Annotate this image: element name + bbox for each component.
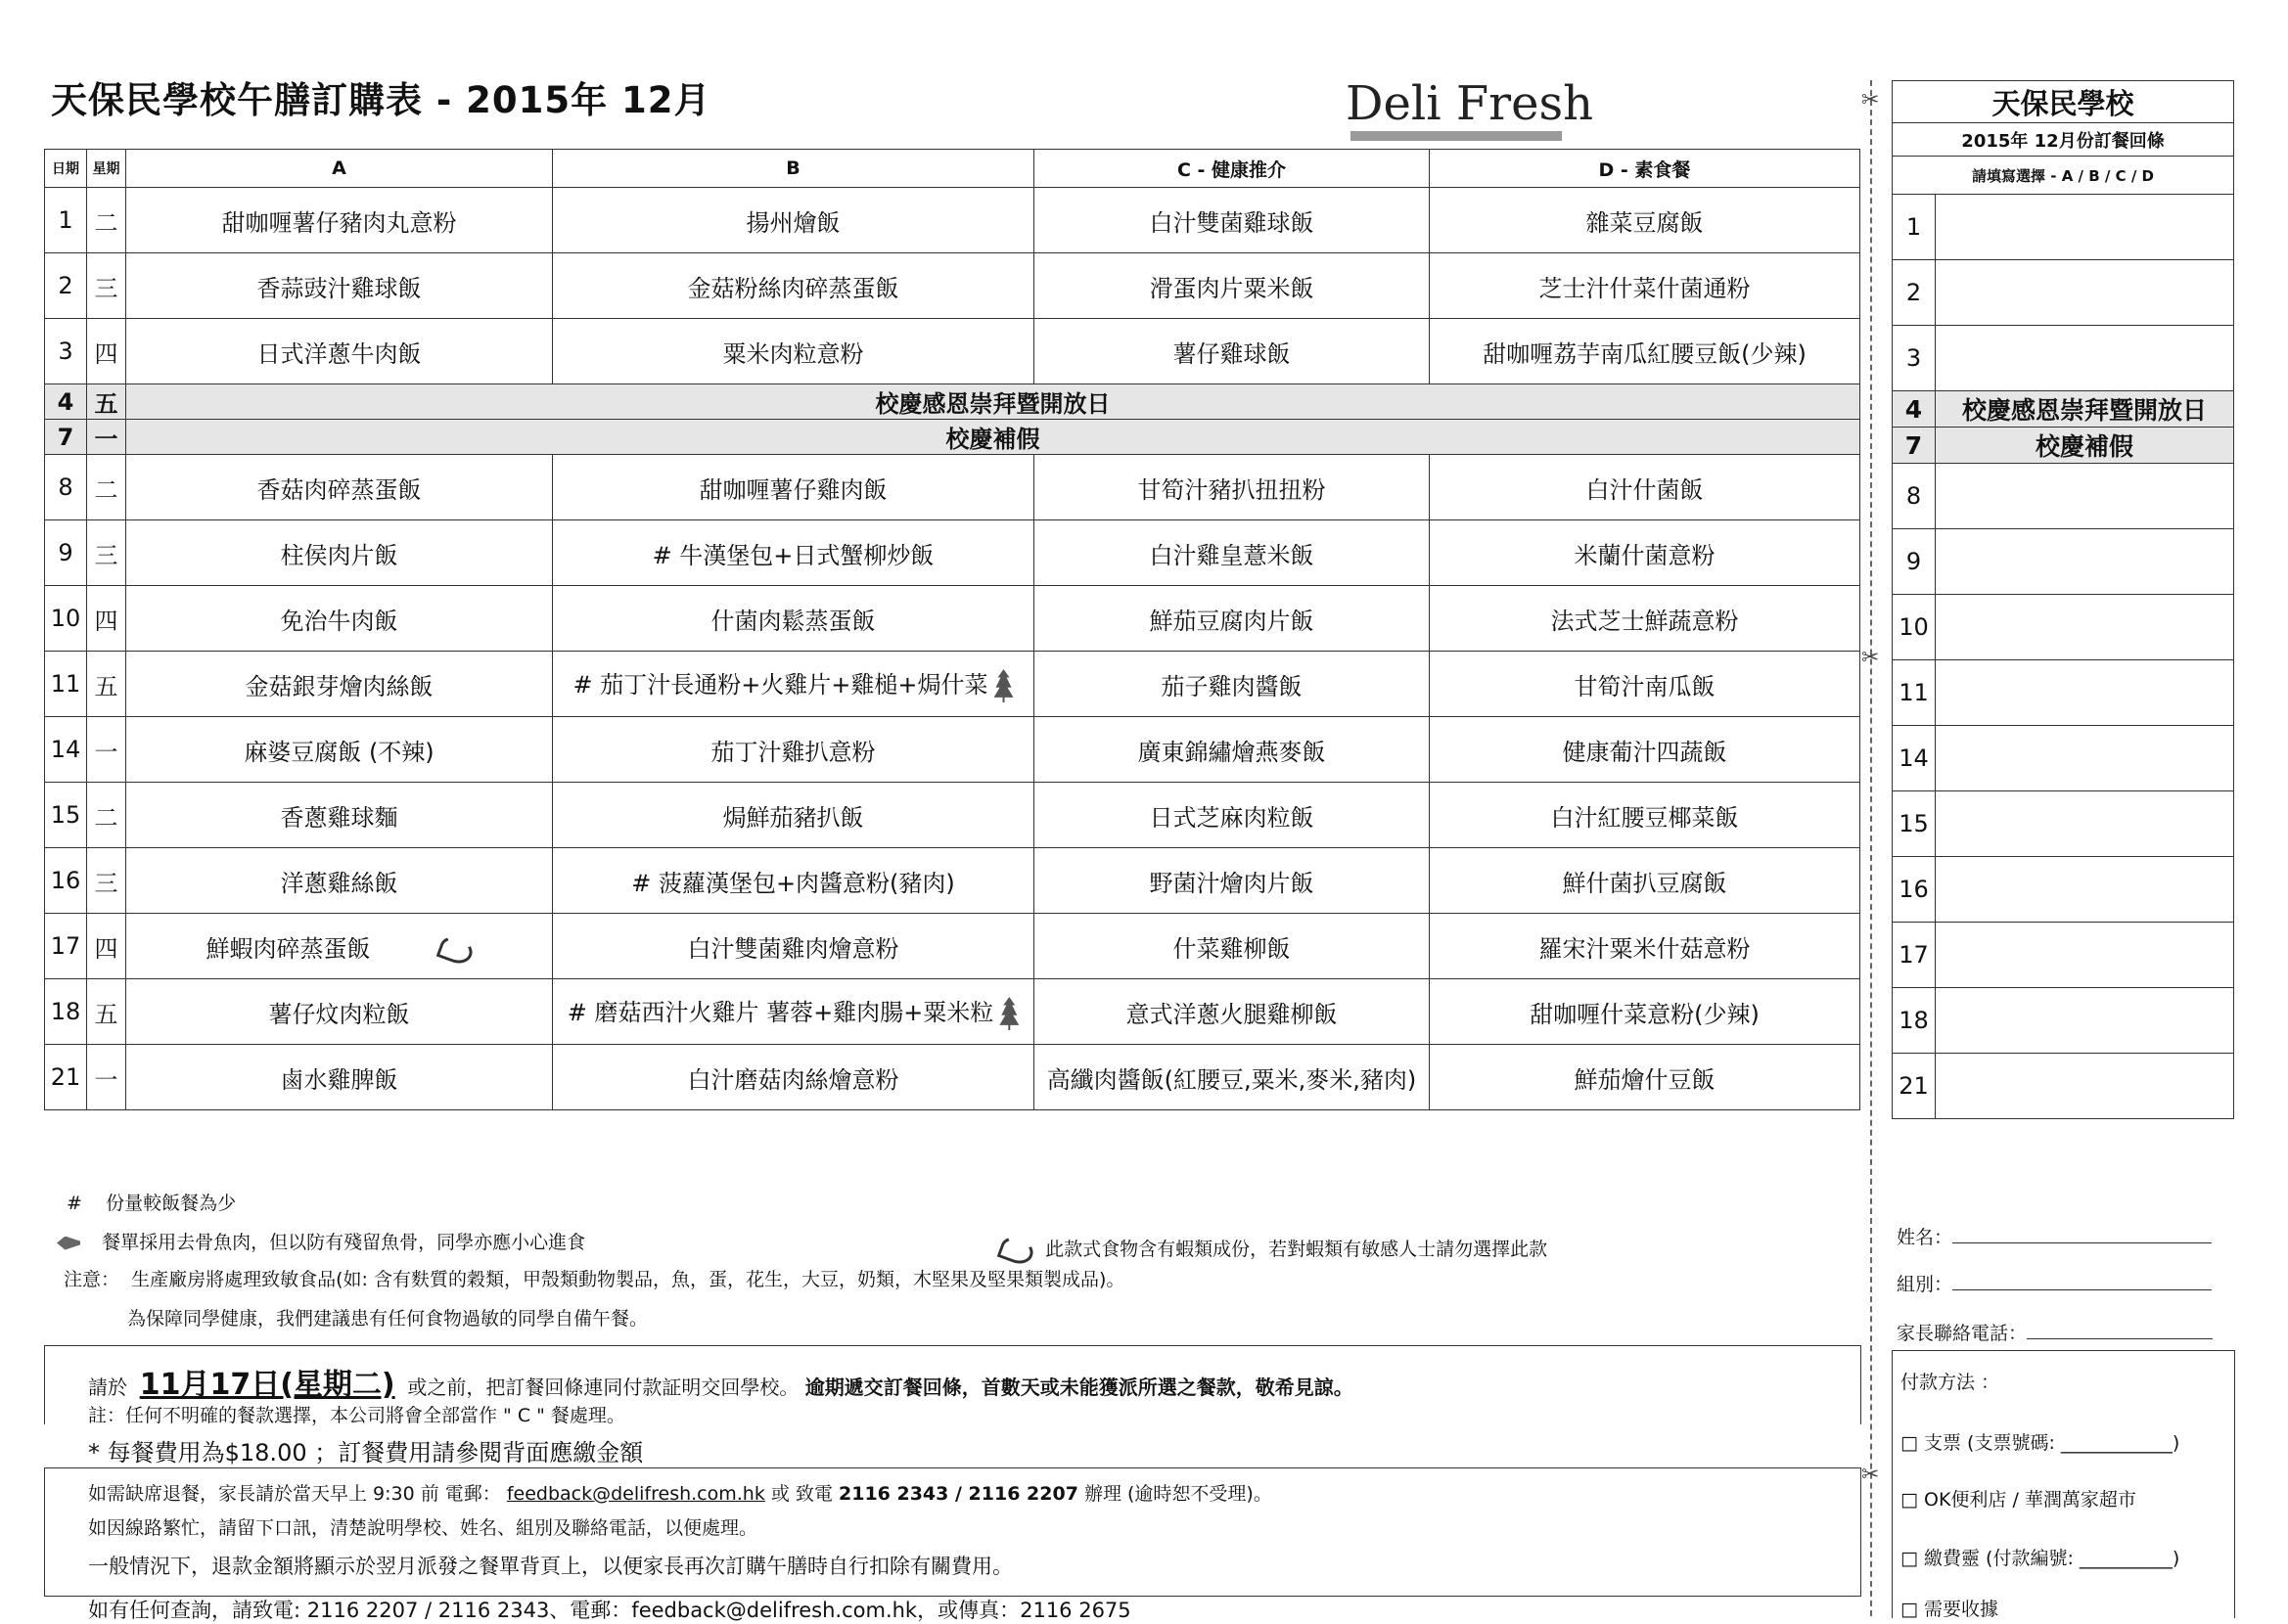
payment-label: 付款方法 ：	[1900, 1372, 2000, 1393]
slip-row	[1893, 791, 2234, 857]
slip-date: 15	[1893, 791, 1936, 857]
meal-b-text: 白汁雙菌雞肉燴意粉	[687, 934, 899, 963]
deadline-date: 11月17日(星期二)	[139, 1368, 395, 1402]
meal-c	[1034, 1045, 1430, 1110]
table-row	[45, 848, 1860, 914]
meal-d-text: 甜咖喱什菜意粉(少辣)	[1530, 1000, 1760, 1028]
deadline-pre: 請於	[88, 1376, 127, 1399]
meal-a-text: 鮮蝦肉碎蒸蛋飯	[206, 934, 371, 963]
meal-a	[126, 783, 553, 848]
slip-row	[1893, 857, 2234, 923]
header-c: C - 健康推介	[1034, 150, 1430, 188]
row-day: 三	[87, 520, 126, 586]
meal-b-text: 甜咖喱薯仔雞肉飯	[699, 475, 888, 504]
row-date: 3	[45, 319, 87, 384]
meal-c	[1034, 783, 1430, 848]
refund-line-3: 一般情況下，退款金額將顯示於翌月派發之餐單背頁上，以便家長再次訂購午膳時自行扣除有關費用。	[88, 1555, 1013, 1578]
slip-choice-input[interactable]	[1936, 260, 2234, 326]
meal-d	[1430, 979, 1860, 1045]
slip-choice-input[interactable]	[1936, 326, 2234, 391]
meal-d	[1430, 1045, 1860, 1110]
slip-choice-input[interactable]	[1936, 464, 2234, 529]
holiday-cell: 校慶感恩崇拜暨開放日	[126, 384, 1860, 420]
meal-b-text: 焗鮮茄豬扒飯	[722, 803, 864, 832]
fish-icon	[999, 997, 1019, 1030]
deadline-remark: 註：任何不明確的餐款選擇，本公司將會全部當作 " C " 餐處理。	[88, 1405, 625, 1426]
meal-d	[1430, 652, 1860, 717]
slip-holiday: 校慶補假	[1936, 428, 2234, 464]
slip-date: 8	[1893, 464, 1936, 529]
meal-c-text: 廣東錦繡燴燕麥飯	[1137, 738, 1326, 766]
refund-pre: 如需缺席退餐，家長請於當天早上 9:30 前 電郵：	[88, 1483, 501, 1505]
meal-a	[126, 520, 553, 586]
meal-c	[1034, 914, 1430, 979]
meal-b	[553, 717, 1034, 783]
meal-d-text: 法式芝士鮮蔬意粉	[1550, 607, 1739, 635]
meal-c	[1034, 520, 1430, 586]
slip-row	[1893, 988, 2234, 1054]
meal-c-text: 鮮茄豆腐肉片飯	[1149, 607, 1314, 635]
deadline-line	[88, 1360, 1353, 1403]
row-date: 10	[45, 586, 87, 652]
meal-d	[1430, 520, 1860, 586]
header-a: A	[126, 150, 553, 188]
row-date: 2	[45, 253, 87, 319]
slip-row	[1893, 529, 2234, 595]
row-date: 9	[45, 520, 87, 586]
row-date: 4	[45, 384, 87, 420]
meal-a-text: 金菇銀芽燴肉絲飯	[245, 672, 434, 700]
attention-text-2: 為保障同學健康，我們建議患有任何食物過敏的同學自備午餐。	[127, 1308, 649, 1330]
refund-line-2: 如因線路繁忙，請留下口訊，清楚說明學校、姓名、組別及聯絡電話，以便處理。	[88, 1517, 758, 1539]
slip-date: 14	[1893, 726, 1936, 791]
group-label: 組別：	[1897, 1274, 1953, 1295]
meal-d	[1430, 253, 1860, 319]
note-hash-text: 份量較飯餐為少	[106, 1193, 237, 1214]
row-day: 四	[87, 586, 126, 652]
table-row	[45, 1045, 1860, 1110]
table-row	[45, 188, 1860, 253]
table-row	[45, 253, 1860, 319]
meal-a-text: 香蒜豉汁雞球飯	[256, 274, 422, 302]
table-row	[45, 384, 1860, 420]
price-note: * 每餐費用為$18.00 ；訂餐費用請參閱背面應繳金額	[88, 1439, 644, 1466]
row-day: 二	[87, 188, 126, 253]
brand-logo: Deli Fresh	[1346, 76, 1594, 131]
meal-a-text: 香菇肉碎蒸蛋飯	[256, 475, 422, 504]
meal-c-text: 野菌汁燴肉片飯	[1149, 869, 1314, 897]
name-label: 姓名：	[1897, 1227, 1953, 1248]
name-field[interactable]	[1897, 1223, 2212, 1249]
scissors-icon: ✂	[1861, 88, 1880, 113]
meal-c-text: 白汁雞皇薏米飯	[1149, 541, 1314, 569]
meal-c-text: 高纖肉醬飯(紅腰豆,粟米,麥米,豬肉)	[1046, 1065, 1417, 1094]
meal-d-text: 羅宋汁粟米什菇意粉	[1538, 934, 1751, 963]
reply-slip-table	[1892, 80, 2234, 1119]
meal-d	[1430, 319, 1860, 384]
slip-date: 18	[1893, 988, 1936, 1054]
meal-d-text: 鮮什菌扒豆腐飯	[1562, 869, 1727, 897]
shrimp-icon	[435, 931, 476, 967]
meal-c	[1034, 319, 1430, 384]
meal-a	[126, 188, 553, 253]
deadline-warning: 逾期遞交訂餐回條，首數天或未能獲派所選之餐款，敬希見諒。	[804, 1376, 1353, 1399]
meal-a	[126, 455, 553, 520]
meal-b-text: # 磨菇西汁火雞片 薯蓉+雞肉腸+粟米粒	[567, 999, 994, 1026]
meal-b	[553, 586, 1034, 652]
meal-a-text: 鹵水雞脾飯	[280, 1065, 398, 1094]
meal-a-text: 麻婆豆腐飯 (不辣)	[244, 738, 435, 766]
meal-c-text: 白汁雙菌雞球飯	[1149, 208, 1314, 237]
meal-c	[1034, 455, 1430, 520]
meal-a	[126, 914, 553, 979]
note-shrimp	[1000, 1235, 1547, 1263]
meal-c	[1034, 652, 1430, 717]
shrimp-icon	[997, 1232, 1037, 1267]
meal-c	[1034, 717, 1430, 783]
header-date: 日期	[45, 150, 87, 188]
meal-d-text: 米蘭什菌意粉	[1574, 541, 1716, 569]
slip-row	[1893, 391, 2234, 428]
slip-choice-input[interactable]	[1936, 529, 2234, 595]
meal-c	[1034, 848, 1430, 914]
slip-row	[1893, 326, 2234, 391]
row-date: 21	[45, 1045, 87, 1110]
table-row	[45, 420, 1860, 455]
slip-row	[1893, 660, 2234, 726]
row-day: 四	[87, 914, 126, 979]
phone-field[interactable]	[1897, 1319, 2213, 1345]
row-date: 16	[45, 848, 87, 914]
row-day: 一	[87, 1045, 126, 1110]
slip-row	[1893, 595, 2234, 660]
row-date: 17	[45, 914, 87, 979]
meal-d-text: 白汁什菌飯	[1585, 475, 1704, 504]
slip-date: 21	[1893, 1054, 1936, 1119]
meal-d-text: 甘筍汁南瓜飯	[1574, 672, 1716, 700]
refund-line-1	[88, 1479, 1272, 1506]
slip-date: 7	[1893, 428, 1936, 464]
table-row	[45, 914, 1860, 979]
meal-d	[1430, 717, 1860, 783]
meal-d-text: 芝士汁什菜什菌通粉	[1538, 274, 1751, 302]
fish-icon	[994, 669, 1014, 702]
meal-b-text: 茄丁汁雞扒意粉	[710, 738, 876, 766]
slip-date: 2	[1893, 260, 1936, 326]
slip-choice-input[interactable]	[1936, 923, 2234, 988]
slip-date: 16	[1893, 857, 1936, 923]
meal-b-text: # 菠蘿漢堡包+肉醬意粉(豬肉)	[631, 869, 955, 897]
meal-a	[126, 319, 553, 384]
row-day: 二	[87, 455, 126, 520]
meal-b	[553, 455, 1034, 520]
slip-choice-input[interactable]	[1936, 791, 2234, 857]
page-title: 天保民學校午膳訂購表 - 2015年 12月	[51, 79, 711, 121]
meal-a	[126, 979, 553, 1045]
meal-a-text: 薯仔炆肉粒飯	[268, 1000, 410, 1028]
table-row	[45, 652, 1860, 717]
slip-choice-input[interactable]	[1936, 595, 2234, 660]
meal-a-text: 柱侯肉片飯	[280, 541, 398, 569]
slip-date: 10	[1893, 595, 1936, 660]
payment-option-cheque[interactable]: □ 支票 (支票號碼: ____________)	[1900, 1432, 2180, 1454]
slip-row	[1893, 464, 2234, 529]
group-field[interactable]	[1897, 1270, 2212, 1296]
note-attention	[64, 1265, 1124, 1291]
scissors-icon: ✂	[1861, 1463, 1880, 1487]
table-header	[45, 150, 1860, 188]
refund-phones: 2116 2343 / 2116 2207	[839, 1483, 1078, 1505]
meal-c	[1034, 586, 1430, 652]
row-date: 11	[45, 652, 87, 717]
meal-c-text: 意式洋蔥火腿雞柳飯	[1125, 1000, 1338, 1028]
slip-date: 4	[1893, 391, 1936, 428]
meal-d	[1430, 848, 1860, 914]
meal-a	[126, 1045, 553, 1110]
slip-row	[1893, 923, 2234, 988]
meal-a-text: 日式洋蔥牛肉飯	[256, 339, 422, 368]
meal-b	[553, 1045, 1034, 1110]
row-day: 五	[87, 652, 126, 717]
slip-choice-input[interactable]	[1936, 1054, 2234, 1119]
meal-d	[1430, 586, 1860, 652]
fish-icon	[57, 1237, 90, 1250]
meal-b-text: 揚州燴飯	[746, 208, 841, 237]
meal-b	[553, 979, 1034, 1045]
brand-underline	[1350, 131, 1562, 141]
payment-option-pps[interactable]: □ 繳費靈 (付款編號: __________)	[1900, 1548, 2180, 1569]
slip-row	[1893, 1054, 2234, 1119]
slip-month: 2015年 12月份訂餐回條	[1893, 123, 2234, 157]
meal-b	[553, 253, 1034, 319]
meal-d	[1430, 455, 1860, 520]
row-day: 五	[87, 979, 126, 1045]
hash-symbol: #	[67, 1193, 82, 1214]
note-fish	[57, 1228, 585, 1254]
meal-b-text: # 茄丁汁長通粉+火雞片+雞槌+焗什菜	[572, 671, 988, 699]
slip-choice-input[interactable]	[1936, 988, 2234, 1054]
meal-c-text: 甘筍汁豬扒扭扭粉	[1137, 475, 1326, 504]
meal-d	[1430, 783, 1860, 848]
row-day: 二	[87, 783, 126, 848]
meal-c	[1034, 188, 1430, 253]
meal-a	[126, 848, 553, 914]
contact-line: 如有任何查詢，請致電: 2116 2207 / 2116 2343、電郵：feedback@delifresh.com.hk，或傳真：2116 2675	[88, 1599, 1131, 1622]
meal-c-text: 日式芝麻肉粒飯	[1149, 803, 1314, 832]
row-date: 1	[45, 188, 87, 253]
slip-date: 11	[1893, 660, 1936, 726]
row-date: 15	[45, 783, 87, 848]
refund-post: 辦理 (逾時恕不受理)。	[1083, 1483, 1272, 1505]
meal-a-text: 免治牛肉飯	[280, 607, 398, 635]
slip-choice-input[interactable]	[1936, 660, 2234, 726]
header-d: D - 素食餐	[1430, 150, 1860, 188]
slip-instruction: 請填寫選擇 - A / B / C / D	[1893, 157, 2234, 195]
table-row	[45, 455, 1860, 520]
meal-b	[553, 188, 1034, 253]
deadline-post: 或之前，把訂餐回條連同付款証明交回學校。	[407, 1376, 800, 1399]
slip-date: 17	[1893, 923, 1936, 988]
meal-a-text: 甜咖喱薯仔豬肉丸意粉	[221, 208, 457, 237]
meal-a-text: 香蔥雞球麵	[280, 803, 398, 832]
cut-line	[1870, 80, 1872, 1616]
slip-choice-input[interactable]	[1936, 195, 2234, 260]
table-row	[45, 717, 1860, 783]
row-day: 三	[87, 848, 126, 914]
slip-date: 1	[1893, 195, 1936, 260]
header-b: B	[553, 150, 1034, 188]
slip-date: 3	[1893, 326, 1936, 391]
meal-c-text: 滑蛋肉片粟米飯	[1149, 274, 1314, 302]
slip-date: 9	[1893, 529, 1936, 595]
meal-d-text: 健康葡汁四蔬飯	[1562, 738, 1727, 766]
note-shrimp-text: 此款式食物含有蝦類成份，若對蝦類有敏感人士請勿選擇此款	[1045, 1239, 1548, 1260]
holiday-cell: 校慶補假	[126, 420, 1860, 455]
table-row	[45, 979, 1860, 1045]
meal-b	[553, 520, 1034, 586]
meal-b-text: # 牛漢堡包+日式蟹柳炒飯	[652, 541, 935, 569]
row-day: 一	[87, 420, 126, 455]
slip-row	[1893, 428, 2234, 464]
attention-text-1: 生產廠房將處理致敏食品(如: 含有麩質的穀類，甲殼類動物製品，魚，蛋，花生，大豆，奶類，木堅果及堅果類製成品)。	[131, 1269, 1125, 1290]
meal-a-text: 洋蔥雞絲飯	[280, 869, 398, 897]
slip-school: 天保民學校	[1893, 81, 2234, 123]
slip-row	[1893, 260, 2234, 326]
meal-b	[553, 783, 1034, 848]
table-row	[45, 586, 1860, 652]
meal-b	[553, 652, 1034, 717]
refund-email-link[interactable]: feedback@delifresh.com.hk	[506, 1483, 765, 1505]
table-row	[45, 783, 1860, 848]
meal-d-text: 鮮茄燴什豆飯	[1574, 1065, 1716, 1094]
meal-c	[1034, 253, 1430, 319]
row-day: 四	[87, 319, 126, 384]
meal-b-text: 粟米肉粒意粉	[722, 339, 864, 368]
meal-d-text: 白汁紅腰豆椰菜飯	[1550, 803, 1739, 832]
slip-holiday: 校慶感恩崇拜暨開放日	[1936, 391, 2234, 428]
attention-label: 注意：	[64, 1269, 120, 1290]
slip-choice-input[interactable]	[1936, 857, 2234, 923]
row-date: 8	[45, 455, 87, 520]
row-day: 一	[87, 717, 126, 783]
meal-b-text: 金菇粉絲肉碎蒸蛋飯	[687, 274, 899, 302]
row-date: 7	[45, 420, 87, 455]
meal-d	[1430, 188, 1860, 253]
meal-b	[553, 319, 1034, 384]
header-day: 星期	[87, 150, 126, 188]
note-hash	[67, 1189, 236, 1215]
meal-c-text: 什菜雞柳飯	[1172, 934, 1291, 963]
slip-choice-input[interactable]	[1936, 726, 2234, 791]
meal-b-text: 白汁磨菇肉絲燴意粉	[687, 1065, 899, 1094]
row-date: 18	[45, 979, 87, 1045]
table-row	[45, 319, 1860, 384]
phone-label: 家長聯絡電話：	[1897, 1323, 2028, 1344]
meal-a	[126, 717, 553, 783]
meal-a	[126, 253, 553, 319]
payment-option-ok[interactable]: □ OK便利店 / 華潤萬家超市	[1900, 1489, 2136, 1511]
row-day: 三	[87, 253, 126, 319]
meal-d	[1430, 914, 1860, 979]
payment-option-receipt[interactable]: □ 需要收據	[1900, 1599, 1998, 1620]
meal-d-text: 甜咖喱荔芋南瓜紅腰豆飯(少辣)	[1483, 339, 1807, 368]
meal-b	[553, 914, 1034, 979]
row-day: 五	[87, 384, 126, 420]
slip-row	[1893, 726, 2234, 791]
meal-b-text: 什菌肉鬆蒸蛋飯	[710, 607, 876, 635]
scissors-icon: ✂	[1861, 646, 1880, 670]
menu-table	[44, 149, 1860, 1110]
slip-row	[1893, 195, 2234, 260]
meal-c-text: 茄子雞肉醬飯	[1161, 672, 1303, 700]
meal-a	[126, 586, 553, 652]
refund-mid: 或 致電	[770, 1483, 833, 1505]
note-fish-text: 餐單採用去骨魚肉，但以防有殘留魚骨，同學亦應小心進食	[102, 1232, 586, 1253]
table-row	[45, 520, 1860, 586]
meal-d-text: 雜菜豆腐飯	[1585, 208, 1704, 237]
meal-c	[1034, 979, 1430, 1045]
row-date: 14	[45, 717, 87, 783]
meal-c-text: 薯仔雞球飯	[1172, 339, 1291, 368]
meal-b	[553, 848, 1034, 914]
meal-a	[126, 652, 553, 717]
